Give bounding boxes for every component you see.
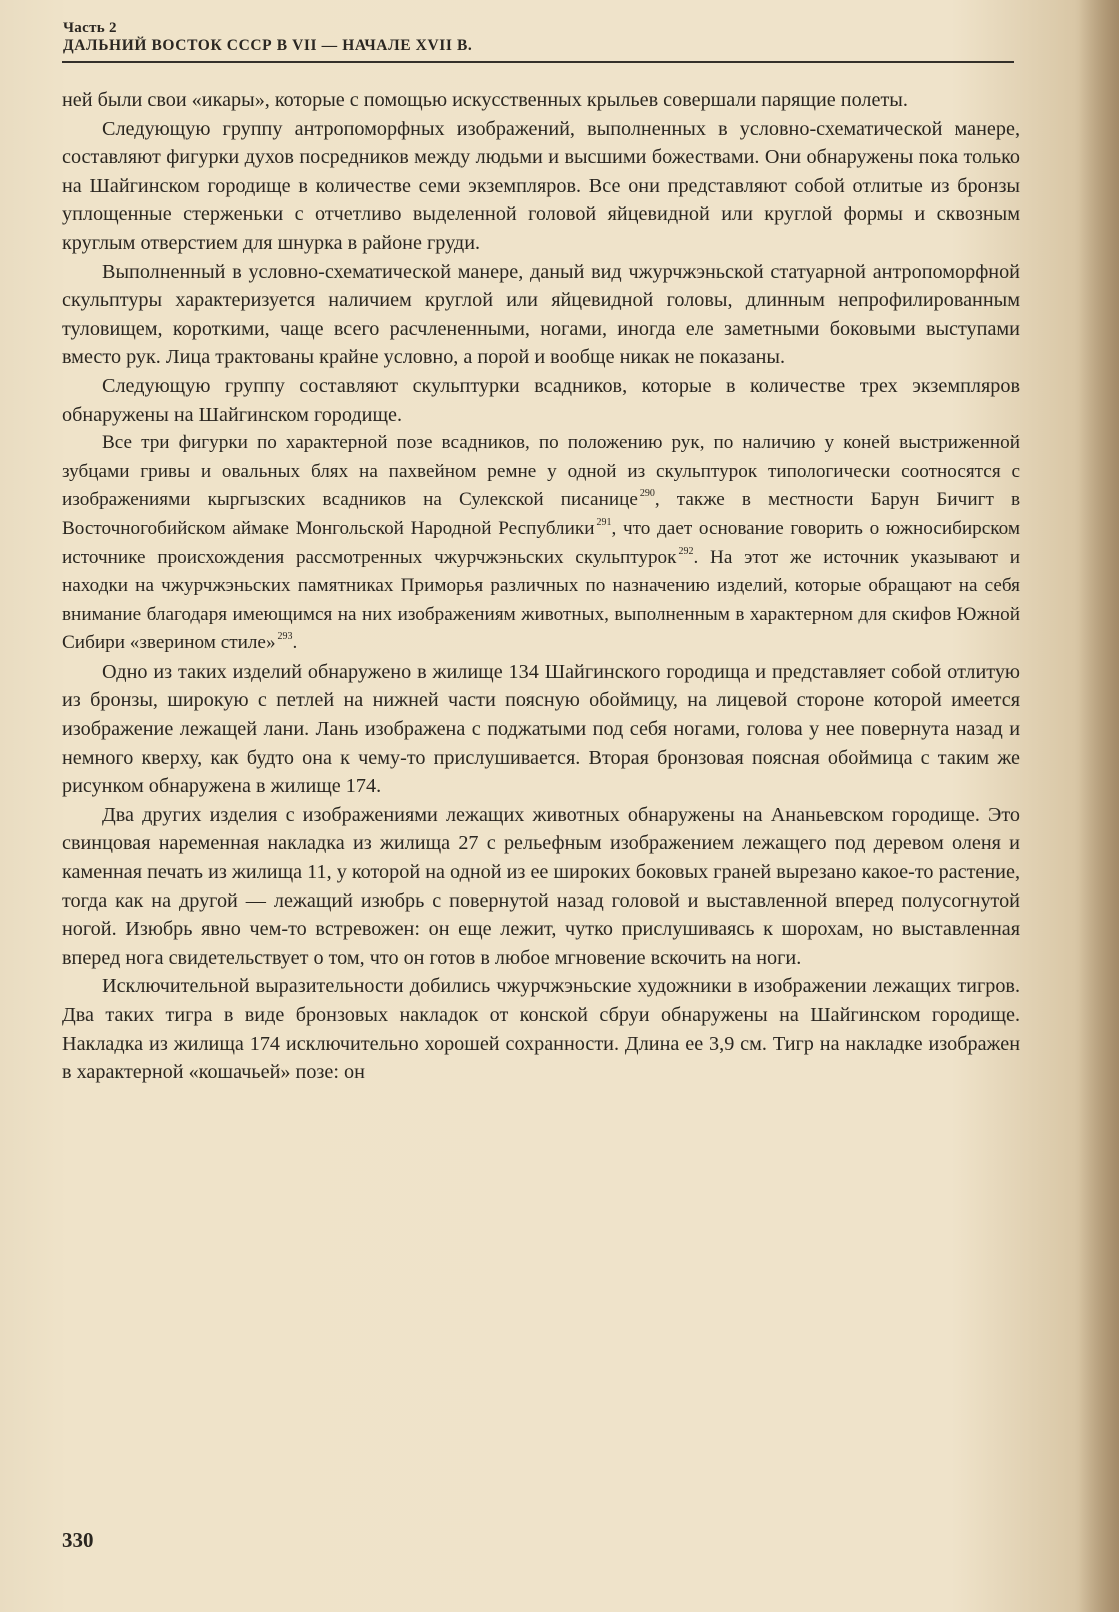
paragraph-with-footnotes bbox=[62, 429, 1020, 658]
part-label: Часть 2 bbox=[63, 20, 117, 36]
paragraph: Два других изделия с изображениями лежащих животных обнаружены на Ананьевском городище. Это свинцовая наременная накладка из жилища 27 с рельефным изображением лежащего под деревом оленя и каменная печать из жилища 11, у которой на одной из ее широких боковых граней вырезано какое-то растение, тогда как на другой — лежащий изюбрь с повернутой назад головой и выставленной вперед полусогнутой ногой. Изюбрь явно чем-то встревожен: он еще лежит, чутко прислушиваясь к шорохам, но выставленная вперед нога свидетельствует о том, что он готов в любое мгновение вскочить на ноги. bbox=[62, 803, 1020, 969]
paragraph: Одно из таких изделий обнаружено в жилище 134 Шайгинского городища и представляет собой отлитую из бронзы, широкую с петлей на нижней части поясную обоймицу, на лицевой стороне которой имеется изображение лежащей лани. Лань изображена с поджатыми под себя ногами, голова у нее повернута назад и немного кверху, как будто она к чему-то прислушивается. Вторая бронзовая поясная обоймица с таким же рисунком обнаружена в жилище 174. bbox=[62, 660, 1020, 798]
text-run: , также в местности Барун Бичигт в Восточногобийском аймаке Монгольской Народной Республики bbox=[62, 489, 1020, 539]
text-run: , что дает основание говорить о южносибирском источнике происхождения рассмотренных чжурчжэньских скульптурок bbox=[62, 517, 1020, 568]
running-head bbox=[63, 20, 1013, 54]
body-text bbox=[62, 86, 1020, 1536]
page-number: 330 bbox=[62, 1528, 94, 1552]
text-run: . bbox=[292, 632, 298, 654]
footnote-ref: 290 bbox=[639, 488, 655, 500]
footnote-ref: 292 bbox=[678, 545, 694, 557]
text-run: Все три фигурки по характерной позе всадников, по положению рук, по наличию у коней выстриженной зубцами гривы и овальных блях на пахвейном ремне у одной из скульптурок типологически соотносятся с изображениями кыргызских всадников на Сулекской писанице bbox=[62, 432, 1020, 511]
paragraph: Исключительной выразительности добились чжурчжэньские художники в изображении лежащих тигров. Два таких тигра в виде бронзовых накладок от конской сбруи обнаружены на Шайгинском городище. Накладка из жилища 174 исключительно хорошей сохранности. Длина ее 3,9 см. Тигр на накладке изображен в характерной «кошачьей» позе: он bbox=[62, 975, 1020, 1084]
chapter-title: ДАЛЬНИЙ ВОСТОК СССР В VII — НАЧАЛЕ XVII В. bbox=[63, 37, 473, 54]
paragraph: Следующую группу антропоморфных изображений, выполненных в условно-схематической манере, составляют фигурки духов посредников между людьми и высшими божествами. Они обнаружены пока только на Шайгинском городище в количестве семи экземпляров. Все они представляют собой отлитые из бронзы уплощенные стерженьки с отчетливо выделенной головой яйцевидной или круглой формы и сквозным круглым отверстием для шнурка в районе груди. bbox=[62, 117, 1020, 254]
binding-shadow bbox=[1079, 0, 1119, 1612]
footnote-ref: 291 bbox=[596, 516, 612, 528]
footnote-ref: 293 bbox=[277, 631, 293, 643]
text-run: . На этот же источник указывают и находки на чжурчжэньских памятниках Приморья различных по назначению изделий, которые обращают на себя внимание благодаря имеющимся на них изображениям животных, выполненным в характерном для скифов Южной Сибири «зверином стиле» bbox=[62, 546, 1020, 654]
paragraph: ней были свои «икары», которые с помощью искусственных крыльев совершали парящие полеты. bbox=[62, 89, 908, 111]
header-rule bbox=[62, 61, 1014, 63]
paragraph: Выполненный в условно-схематической манере, даный вид чжурчжэньской статуарной антропоморфной скульптуры характеризуется наличием круглой или яйцевидной головы, длинным непрофилированным туловищем, короткими, чаще всего расчлененными, ногами, иногда еле заметными боковыми выступами вместо рук. Лица трактованы крайне условно, а порой и вообще никак не показаны. bbox=[62, 260, 1020, 369]
paragraph: Следующую группу составляют скульптурки всадников, которые в количестве трех экземпляров обнаружены на Шайгинском городище. bbox=[62, 374, 1020, 426]
